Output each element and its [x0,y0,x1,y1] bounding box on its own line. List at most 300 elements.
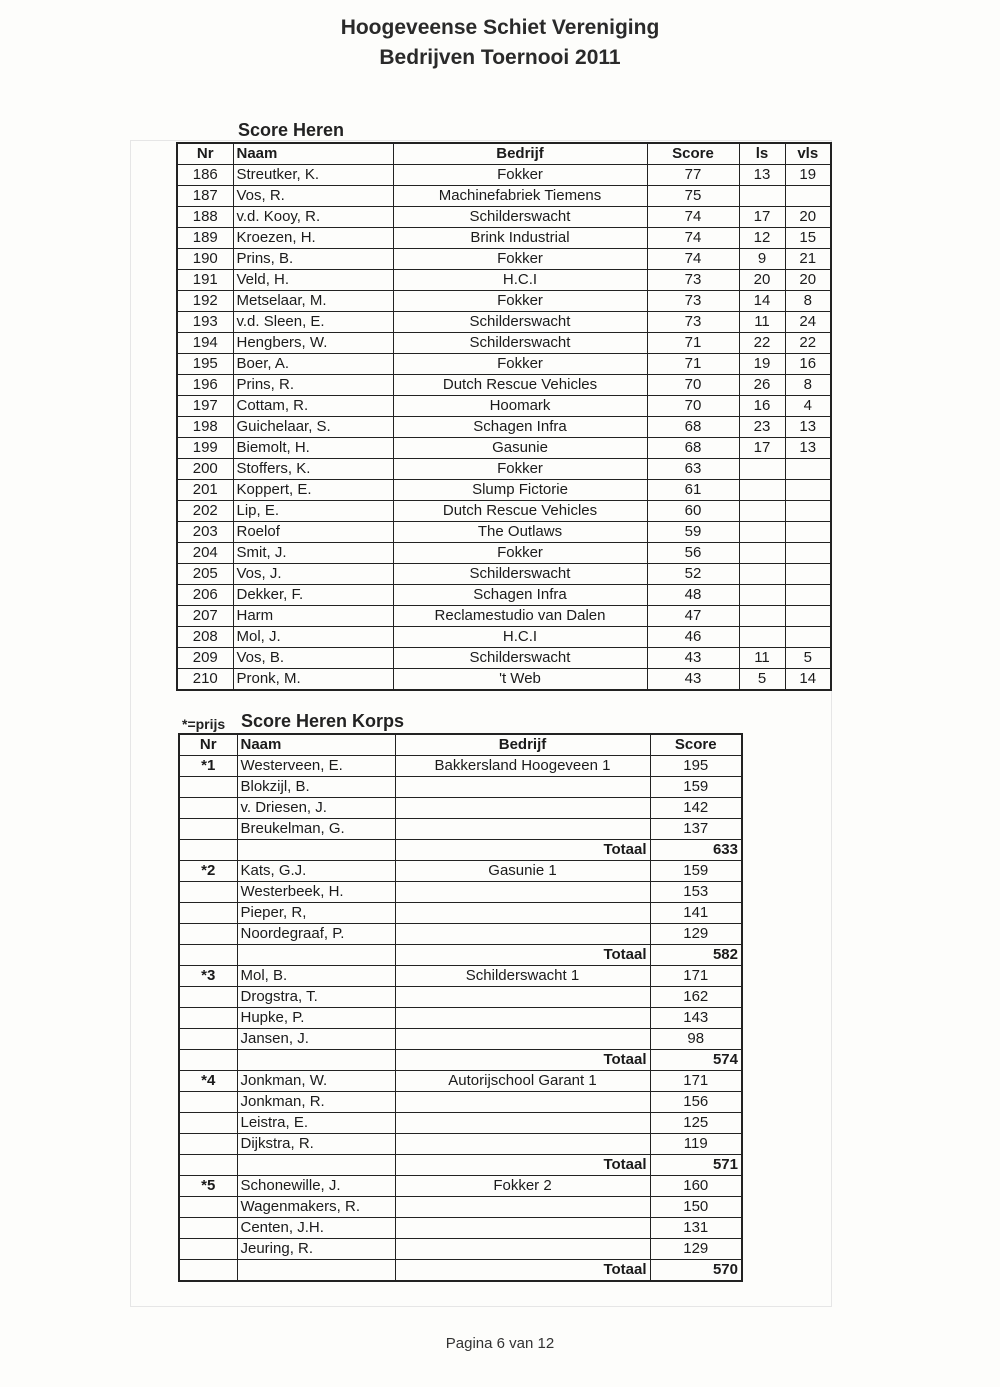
cell-ls: 19 [739,354,785,375]
totaal-label: Totaal [395,945,650,966]
col-header-score: Score [647,143,739,165]
col-header-bedrijf: Bedrijf [393,143,647,165]
cell-score: 56 [647,543,739,564]
table-row [179,1008,742,1029]
cell-naam: Drogstra, T. [237,987,395,1008]
cell-score: 98 [650,1029,742,1050]
cell-bedrijf: Schilderswacht 1 [395,966,650,987]
cell-vls [785,585,831,606]
col-header-naam: Naam [237,734,395,756]
cell-nr [179,1008,237,1029]
cell-score: 70 [647,375,739,396]
cell-nr [179,798,237,819]
cell-naam: Koppert, E. [233,480,393,501]
table-row [179,1218,742,1239]
cell-naam: Dijkstra, R. [237,1134,395,1155]
cell-naam: Centen, J.H. [237,1218,395,1239]
table-row [177,501,831,522]
cell-nr [179,987,237,1008]
cell-bedrijf [395,1134,650,1155]
cell-score: 159 [650,777,742,798]
totaal-label: Totaal [395,1155,650,1176]
cell-nr: 186 [177,165,233,186]
table-row [177,669,831,691]
cell-bedrijf: Fokker [393,543,647,564]
cell-nr [179,1155,237,1176]
cell-bedrijf: Schilderswacht [393,333,647,354]
totaal-row [179,1155,742,1176]
cell-bedrijf [395,798,650,819]
cell-score: 142 [650,798,742,819]
cell-naam: Westerveen, E. [237,756,395,777]
cell-vls: 16 [785,354,831,375]
table-row [177,312,831,333]
cell-score: 125 [650,1113,742,1134]
cell-score: 63 [647,459,739,480]
cell-nr: 189 [177,228,233,249]
cell-vls [785,606,831,627]
cell-ls [739,501,785,522]
table-row [179,861,742,882]
cell-nr [179,924,237,945]
cell-vls [785,564,831,585]
cell-bedrijf: Schagen Infra [393,585,647,606]
col-header-bedrijf: Bedrijf [395,734,650,756]
cell-bedrijf [395,882,650,903]
cell-score: 52 [647,564,739,585]
cell-nr: 203 [177,522,233,543]
score-heren-body [177,165,831,691]
cell-ls: 17 [739,207,785,228]
cell-nr: 192 [177,291,233,312]
cell-score: 129 [650,924,742,945]
cell-naam: Kroezen, H. [233,228,393,249]
table-row [177,207,831,228]
table-row [179,756,742,777]
totaal-row [179,1260,742,1282]
table-row [177,417,831,438]
page-number: Pagina 6 van 12 [445,1335,555,1352]
totaal-row [179,840,742,861]
cell-score: 141 [650,903,742,924]
col-header-score: Score [650,734,742,756]
cell-score: 74 [647,207,739,228]
cell-vls: 5 [785,648,831,669]
cell-bedrijf: Schilderswacht [393,207,647,228]
cell-score: 74 [647,228,739,249]
cell-naam: Jonkman, W. [237,1071,395,1092]
totaal-row [179,1050,742,1071]
cell-score: 71 [647,354,739,375]
table-row [177,438,831,459]
cell-vls [785,186,831,207]
cell-score: 150 [650,1197,742,1218]
cell-score: 73 [647,312,739,333]
table-row [179,1092,742,1113]
cell-ls: 14 [739,291,785,312]
table-row [177,480,831,501]
score-korps-body [179,756,742,1282]
cell-bedrijf: Fokker [393,459,647,480]
cell-naam: Smit, J. [233,543,393,564]
cell-nr [179,1239,237,1260]
table-row [179,924,742,945]
cell-ls [739,522,785,543]
cell-score: 195 [650,756,742,777]
table-row [177,186,831,207]
score-korps-table [178,733,743,1282]
cell-bedrijf [395,1239,650,1260]
cell-score: 71 [647,333,739,354]
cell-nr: 209 [177,648,233,669]
totaal-value: 574 [650,1050,742,1071]
cell-naam: Prins, R. [233,375,393,396]
table-row [179,1197,742,1218]
cell-ls [739,564,785,585]
cell-ls: 11 [739,312,785,333]
cell-score: 131 [650,1218,742,1239]
cell-vls [785,627,831,648]
cell-nr: 202 [177,501,233,522]
cell-score: 43 [647,669,739,691]
cell-naam: Stoffers, K. [233,459,393,480]
cell-ls: 13 [739,165,785,186]
cell-nr: 199 [177,438,233,459]
cell-score: 153 [650,882,742,903]
totaal-label: Totaal [395,1260,650,1282]
cell-nr [179,1113,237,1134]
cell-score: 74 [647,249,739,270]
cell-naam: Vos, R. [233,186,393,207]
cell-score: 73 [647,291,739,312]
cell-bedrijf: Schilderswacht [393,648,647,669]
table-row [179,966,742,987]
cell-nr [179,1092,237,1113]
cell-bedrijf: Schagen Infra [393,417,647,438]
table-row [177,165,831,186]
cell-vls: 19 [785,165,831,186]
cell-naam [237,1260,395,1282]
cell-naam: Leistra, E. [237,1113,395,1134]
col-header-nr: Nr [179,734,237,756]
cell-vls: 15 [785,228,831,249]
cell-naam: Vos, J. [233,564,393,585]
cell-bedrijf: H.C.I [393,270,647,291]
cell-naam: v.d. Sleen, E. [233,312,393,333]
cell-score: 70 [647,396,739,417]
cell-naam: Hengbers, W. [233,333,393,354]
cell-bedrijf [395,903,650,924]
table-row [177,606,831,627]
table-row [177,543,831,564]
table-row [179,1029,742,1050]
table-row [179,798,742,819]
cell-bedrijf: Hoomark [393,396,647,417]
cell-nr [179,840,237,861]
cell-vls [785,459,831,480]
cell-naam: Jeuring, R. [237,1239,395,1260]
cell-vls: 21 [785,249,831,270]
cell-naam [237,945,395,966]
cell-score: 119 [650,1134,742,1155]
cell-naam [237,1155,395,1176]
table-row [177,564,831,585]
cell-naam: v.d. Kooy, R. [233,207,393,228]
cell-ls [739,459,785,480]
cell-nr: *5 [179,1176,237,1197]
cell-vls [785,501,831,522]
cell-bedrijf: Brink Industrial [393,228,647,249]
cell-bedrijf: Dutch Rescue Vehicles [393,375,647,396]
cell-nr [179,903,237,924]
cell-ls: 23 [739,417,785,438]
table-row [177,585,831,606]
cell-nr [179,1197,237,1218]
cell-nr [179,1260,237,1282]
cell-score: 137 [650,819,742,840]
cell-naam: Boer, A. [233,354,393,375]
cell-naam: Veld, H. [233,270,393,291]
cell-naam: Westerbeek, H. [237,882,395,903]
cell-score: 47 [647,606,739,627]
cell-nr [179,777,237,798]
cell-nr [179,882,237,903]
table-row [179,1134,742,1155]
cell-naam: Roelof [233,522,393,543]
cell-nr: 208 [177,627,233,648]
cell-nr: *1 [179,756,237,777]
table-row [179,1071,742,1092]
cell-bedrijf: Gasunie 1 [395,861,650,882]
cell-naam: Harm [233,606,393,627]
cell-score: 48 [647,585,739,606]
table-row [179,819,742,840]
totaal-value: 571 [650,1155,742,1176]
cell-bedrijf: Gasunie [393,438,647,459]
cell-score: 156 [650,1092,742,1113]
cell-nr: 187 [177,186,233,207]
col-header-nr: Nr [177,143,233,165]
cell-bedrijf: Fokker [393,249,647,270]
cell-vls: 4 [785,396,831,417]
cell-ls [739,543,785,564]
table-row [179,1239,742,1260]
table-row [179,777,742,798]
cell-naam: Metselaar, M. [233,291,393,312]
cell-bedrijf: Machinefabriek Tiemens [393,186,647,207]
cell-nr: 201 [177,480,233,501]
cell-bedrijf: Fokker [393,165,647,186]
cell-vls: 20 [785,270,831,291]
cell-ls: 16 [739,396,785,417]
cell-vls: 13 [785,417,831,438]
cell-nr: 205 [177,564,233,585]
table-row [177,228,831,249]
cell-vls: 8 [785,291,831,312]
cell-bedrijf: H.C.I [393,627,647,648]
cell-ls: 9 [739,249,785,270]
cell-ls [739,186,785,207]
score-heren-heading: Score Heren [238,120,345,140]
cell-bedrijf [395,1092,650,1113]
cell-score: 46 [647,627,739,648]
cell-score: 59 [647,522,739,543]
document-title: Hoogeveense Schiet Vereniging [340,16,660,39]
cell-nr [179,1029,237,1050]
cell-nr: 198 [177,417,233,438]
table-row [177,291,831,312]
cell-nr: 197 [177,396,233,417]
cell-naam: Streutker, K. [233,165,393,186]
cell-bedrijf [395,1113,650,1134]
table-row [179,882,742,903]
cell-naam: Blokzijl, B. [237,777,395,798]
cell-nr [179,819,237,840]
table-row [179,1176,742,1197]
cell-nr: 193 [177,312,233,333]
table-row [177,333,831,354]
cell-score: 73 [647,270,739,291]
cell-bedrijf: The Outlaws [393,522,647,543]
cell-bedrijf: Reclamestudio van Dalen [393,606,647,627]
cell-ls: 26 [739,375,785,396]
totaal-value: 582 [650,945,742,966]
cell-naam: Jansen, J. [237,1029,395,1050]
cell-bedrijf [395,777,650,798]
score-korps-heading: Score Heren Korps [241,711,405,731]
cell-bedrijf: Fokker [393,291,647,312]
totaal-label: Totaal [395,1050,650,1071]
cell-naam: Mol, B. [237,966,395,987]
cell-nr [179,945,237,966]
cell-vls: 22 [785,333,831,354]
table-row [177,627,831,648]
cell-ls [739,627,785,648]
cell-bedrijf [395,1029,650,1050]
cell-bedrijf: Fokker [393,354,647,375]
table-header-row [177,143,831,165]
cell-nr: 200 [177,459,233,480]
cell-score: 77 [647,165,739,186]
prijs-legend: *=prijs [182,716,226,732]
table-row [177,459,831,480]
cell-naam [237,1050,395,1071]
cell-vls [785,522,831,543]
cell-nr: *3 [179,966,237,987]
totaal-label: Totaal [395,840,650,861]
cell-naam: Wagenmakers, R. [237,1197,395,1218]
cell-nr: 190 [177,249,233,270]
cell-bedrijf [395,1197,650,1218]
cell-score: 143 [650,1008,742,1029]
cell-score: 129 [650,1239,742,1260]
table-row [177,270,831,291]
cell-ls [739,606,785,627]
cell-naam: Hupke, P. [237,1008,395,1029]
score-heren-table [176,142,832,691]
cell-ls: 5 [739,669,785,691]
table-row [177,396,831,417]
totaal-value: 570 [650,1260,742,1282]
cell-bedrijf: Dutch Rescue Vehicles [393,501,647,522]
cell-nr: *4 [179,1071,237,1092]
cell-vls: 8 [785,375,831,396]
cell-naam: Mol, J. [233,627,393,648]
cell-naam: Biemolt, H. [233,438,393,459]
cell-nr: 196 [177,375,233,396]
cell-naam: Pieper, R, [237,903,395,924]
cell-bedrijf [395,987,650,1008]
cell-bedrijf [395,924,650,945]
cell-nr: *2 [179,861,237,882]
cell-naam: Jonkman, R. [237,1092,395,1113]
cell-vls: 13 [785,438,831,459]
cell-vls: 14 [785,669,831,691]
table-row [177,249,831,270]
cell-ls [739,585,785,606]
cell-naam: Cottam, R. [233,396,393,417]
cell-ls: 20 [739,270,785,291]
cell-naam: v. Driesen, J. [237,798,395,819]
cell-naam: Prins, B. [233,249,393,270]
totaal-row [179,945,742,966]
totaal-value: 633 [650,840,742,861]
cell-vls: 20 [785,207,831,228]
cell-naam: Pronk, M. [233,669,393,691]
cell-naam: Breukelman, G. [237,819,395,840]
cell-naam: Vos, B. [233,648,393,669]
cell-nr: 210 [177,669,233,691]
cell-bedrijf: Schilderswacht [393,312,647,333]
cell-nr: 204 [177,543,233,564]
cell-ls: 11 [739,648,785,669]
table-row [179,903,742,924]
cell-bedrijf [395,1008,650,1029]
table-row [179,987,742,1008]
cell-score: 68 [647,438,739,459]
cell-vls [785,480,831,501]
cell-naam: Noordegraaf, P. [237,924,395,945]
cell-bedrijf: Autorijschool Garant 1 [395,1071,650,1092]
cell-nr [179,1134,237,1155]
cell-ls [739,480,785,501]
cell-nr: 194 [177,333,233,354]
cell-nr: 195 [177,354,233,375]
cell-bedrijf: Bakkersland Hoogeveen 1 [395,756,650,777]
cell-bedrijf: Fokker 2 [395,1176,650,1197]
cell-score: 160 [650,1176,742,1197]
cell-nr: 191 [177,270,233,291]
cell-naam: Kats, G.J. [237,861,395,882]
cell-nr [179,1050,237,1071]
table-header-row [179,734,742,756]
cell-score: 43 [647,648,739,669]
cell-naam: Guichelaar, S. [233,417,393,438]
col-header-naam: Naam [233,143,393,165]
cell-score: 75 [647,186,739,207]
table-row [177,375,831,396]
cell-naam: Schonewille, J. [237,1176,395,1197]
cell-ls: 12 [739,228,785,249]
cell-bedrijf [395,819,650,840]
cell-score: 162 [650,987,742,1008]
cell-bedrijf: 't Web [393,669,647,691]
cell-score: 68 [647,417,739,438]
cell-score: 171 [650,1071,742,1092]
cell-nr: 206 [177,585,233,606]
col-header-ls: ls [739,143,785,165]
cell-vls [785,543,831,564]
